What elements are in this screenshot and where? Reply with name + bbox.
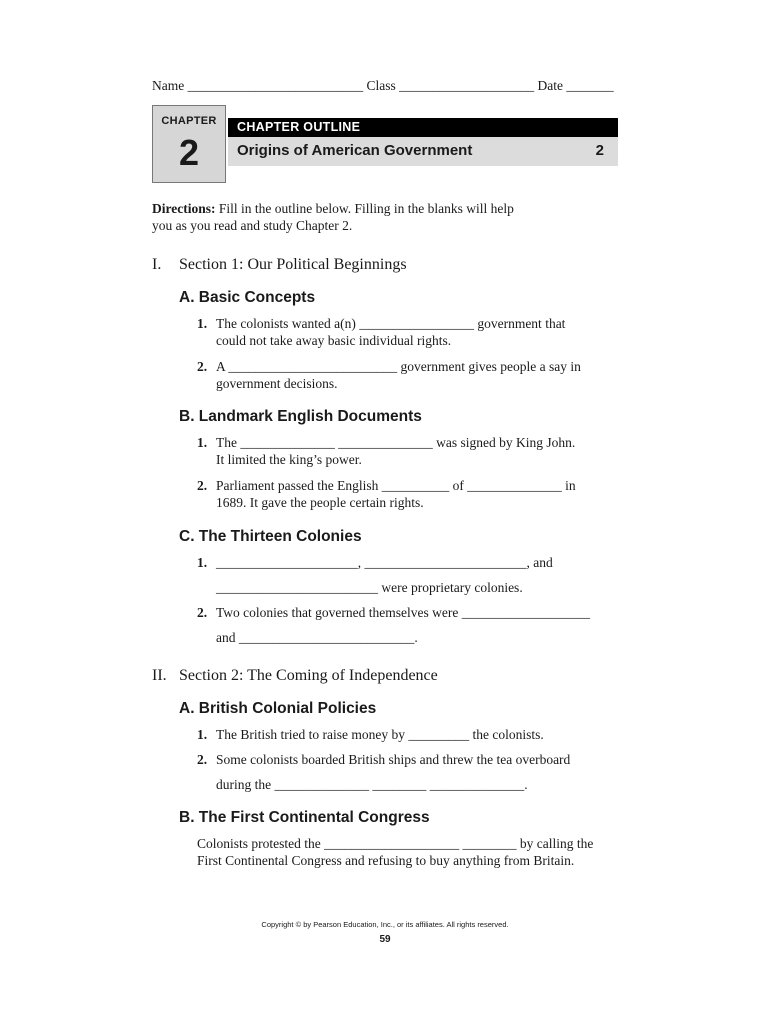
list-item: 1. The colonists wanted a(n) _________________ government that	[197, 316, 566, 331]
paragraph-line: Colonists protested the ____________________ ________ by calling the	[197, 836, 594, 851]
subheading-thirteen-colonies: C. The Thirteen Colonies	[179, 528, 362, 545]
outline-banner-label: CHAPTER OUTLINE	[237, 120, 361, 134]
directions-line-1	[152, 201, 514, 217]
list-item: 1. The ______________ ______________ was signed by King John.	[197, 435, 576, 450]
subheading-basic-concepts: A. Basic Concepts	[179, 289, 316, 306]
list-item-cont: It limited the king’s power.	[216, 452, 362, 467]
list-item: 2. Parliament passed the English __________ of ______________ in	[197, 478, 576, 493]
list-item: 2. A _________________________ government gives people a say in	[197, 359, 581, 374]
directions-line-2: you as you read and study Chapter 2.	[152, 218, 353, 233]
outline-banner	[228, 118, 618, 137]
list-item-cont: 1689. It gave the people certain rights.	[216, 495, 424, 510]
section-2-numeral: II.	[152, 667, 167, 684]
paragraph-line: First Continental Congress and refusing to buy anything from Britain.	[197, 853, 575, 868]
chapter-number: 2	[178, 132, 200, 173]
subheading-british-policies: A. British Colonial Policies	[179, 700, 377, 717]
list-item: 2. Some colonists boarded British ships and threw the tea overboard	[197, 752, 571, 767]
list-item: 1. The British tried to raise money by _________ the colonists.	[197, 727, 544, 742]
directions-text-1: Fill in the outline below. Filling in the blanks will help	[215, 201, 514, 216]
list-item-cont: and __________________________.	[216, 630, 418, 645]
subheading-landmark-documents: B. Landmark English Documents	[179, 408, 422, 425]
section-2-heading: Section 2: The Coming of Independence	[179, 667, 438, 684]
list-item-cont: could not take away basic individual rights.	[216, 333, 452, 348]
section-1-numeral: I.	[152, 256, 162, 273]
list-item-cont: ________________________ were proprietary colonies.	[216, 580, 523, 595]
list-item: 2. Two colonies that governed themselves were ___________________	[197, 605, 590, 620]
chapter-label: CHAPTER	[161, 115, 217, 127]
list-item: 1. _____________________, ________________________, and	[197, 555, 553, 570]
list-item-cont: government decisions.	[216, 376, 338, 391]
list-item-cont: during the ______________ ________ ______________.	[216, 777, 528, 792]
directions-label: Directions:	[152, 201, 216, 216]
section-1-heading: Section 1: Our Political Beginnings	[179, 256, 407, 273]
copyright-notice: Copyright © by Pearson Education, Inc., or its affiliates. All rights reserved.	[261, 920, 509, 929]
banner-chapter-number: 2	[595, 142, 604, 159]
title-banner	[228, 137, 618, 166]
subheading-continental-congress: B. The First Continental Congress	[179, 809, 430, 826]
chapter-box	[152, 105, 226, 183]
chapter-title: Origins of American Government	[237, 142, 473, 159]
page-number: 59	[379, 934, 391, 945]
name-class-date-line: Name __________________________ Class ____________________ Date _______	[152, 78, 614, 93]
